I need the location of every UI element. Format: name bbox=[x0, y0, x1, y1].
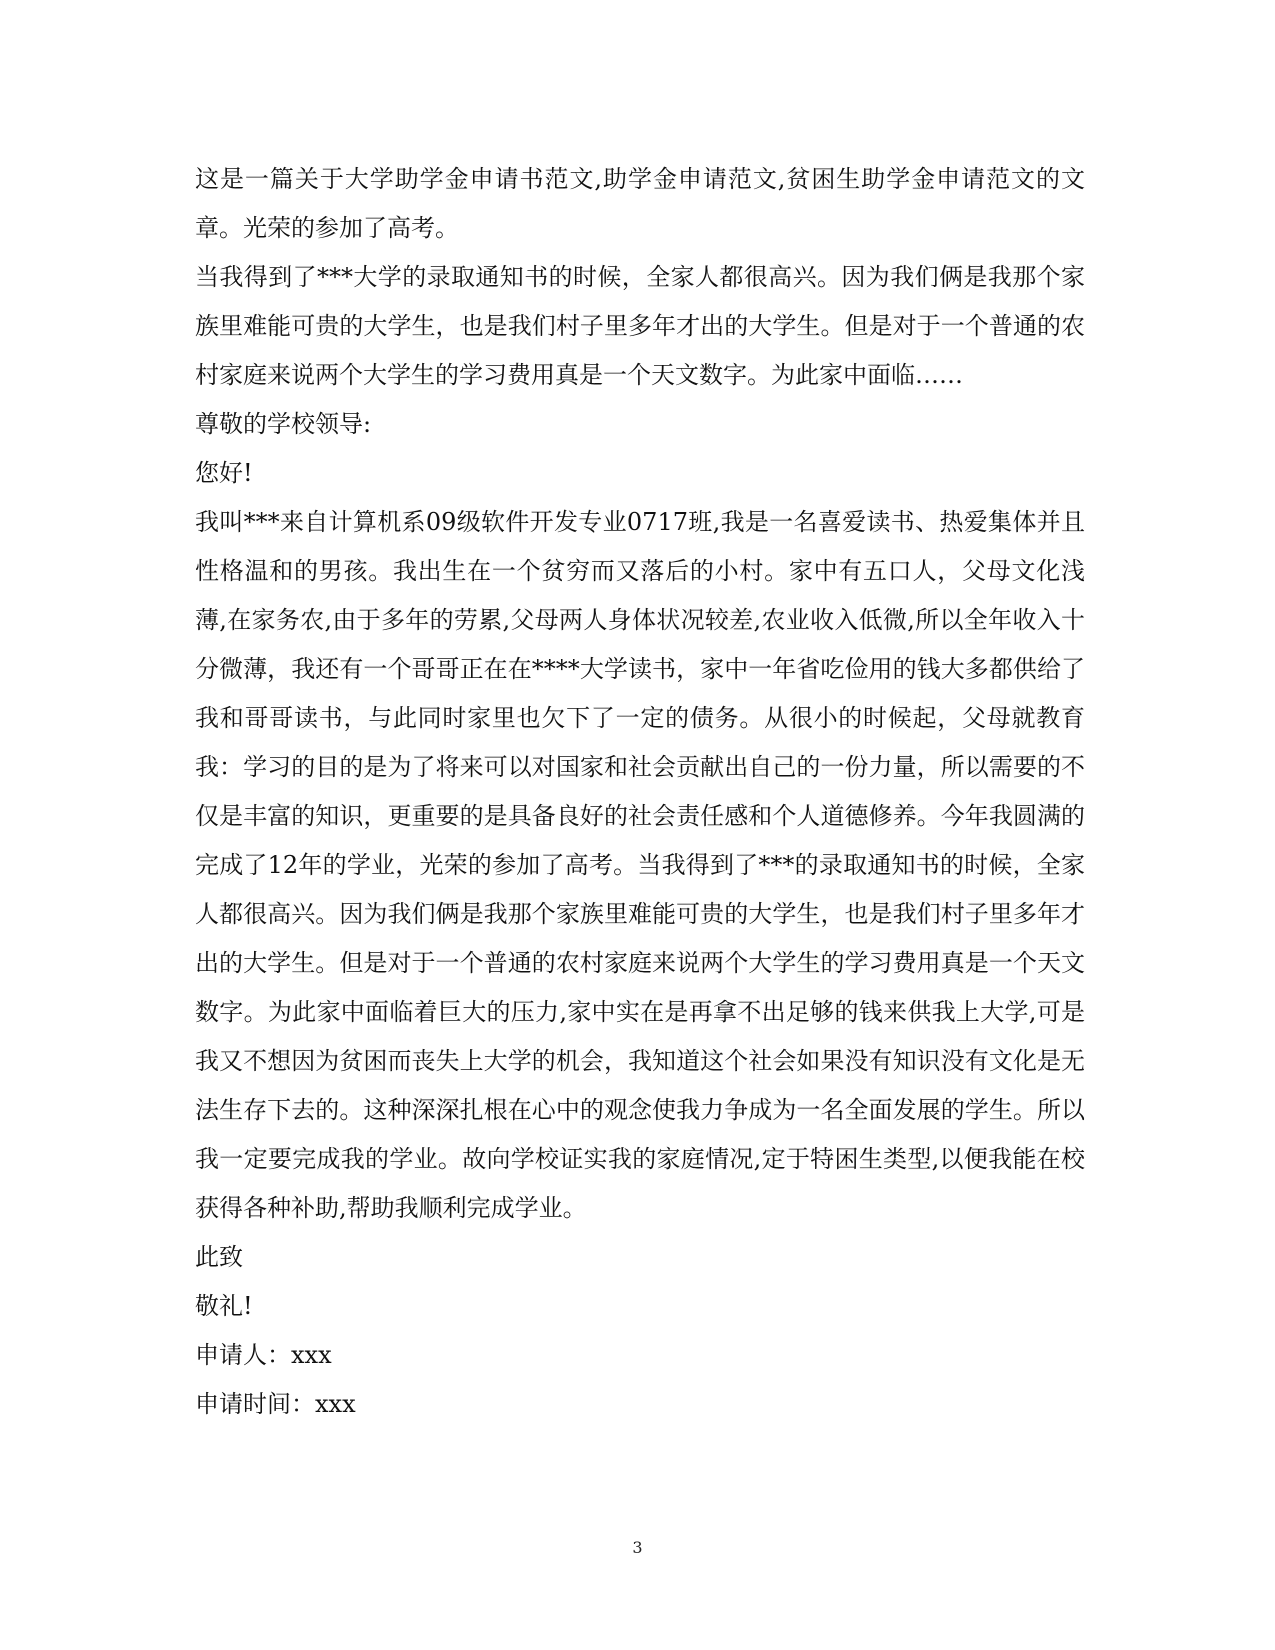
intro-paragraph: 这是一篇关于大学助学金申请书范文,助学金申请范文,贫困生助学金申请范文的文章。光荣的参加了高考。 bbox=[195, 165, 1085, 242]
salutation: 尊敬的学校领导: bbox=[195, 410, 372, 438]
closing-regards: 敬礼! bbox=[195, 1292, 253, 1320]
greeting: 您好! bbox=[195, 459, 253, 487]
closing-line: 此致 bbox=[195, 1243, 243, 1271]
page-number: 3 bbox=[632, 1538, 643, 1557]
main-paragraph: 我叫***来自计算机系09级软件开发专业0717班,我是一名喜爱读书、热爱集体并且性格温和的男孩。我出生在一个贫穷而又落后的小村。家中有五口人，父母文化浅薄,在家务农,由于多年的劳累,父母两人身体状况较差,农业收入低微,所以全年收入十分微薄，我还有一个哥哥正在在****大学读书，家中一年省吃俭用的钱大多都供给了我和哥哥读书，与此同时家里也欠下了一定的债务。从很小的时候起，父母就教育我：学习的目的是为了将来可以对国家和社会贡献出自己的一份力量，所以需要的不仅是丰富的知识，更重要的是具备良好的社会责任感和个人道德修养。今年我圆满的完成了12年的学业，光荣的参加了高考。当我得到了***的录取通知书的时候，全家人都很高兴。因为我们俩是我那个家族里难能可贵的大学生，也是我们村子里多年才出的大学生。但是对于一个普通的农村家庭来说两个大学生的学习费用真是一个天文数字。为此家中面临着巨大的压力,家中实在是再拿不出足够的钱来供我上大学,可是我又不想因为贫困而丧失上大学的机会，我知道这个社会如果没有知识没有文化是无法生存下去的。这种深深扎根在心中的观念使我力争成为一名全面发展的学生。所以我一定要完成我的学业。故向学校证实我的家庭情况,定于特困生类型,以便我能在校获得各种补助,帮助我顺利完成学业。 bbox=[195, 508, 1085, 1222]
applicant-line: 申请人：xxx bbox=[195, 1341, 332, 1369]
document-body bbox=[195, 155, 1085, 1429]
application-date-line: 申请时间：xxx bbox=[195, 1390, 356, 1418]
summary-paragraph: 当我得到了***大学的录取通知书的时候，全家人都很高兴。因为我们俩是我那个家族里难能可贵的大学生，也是我们村子里多年才出的大学生。但是对于一个普通的农村家庭来说两个大学生的学习费用真是一个天文数字。为此家中面临…… bbox=[195, 263, 1085, 389]
